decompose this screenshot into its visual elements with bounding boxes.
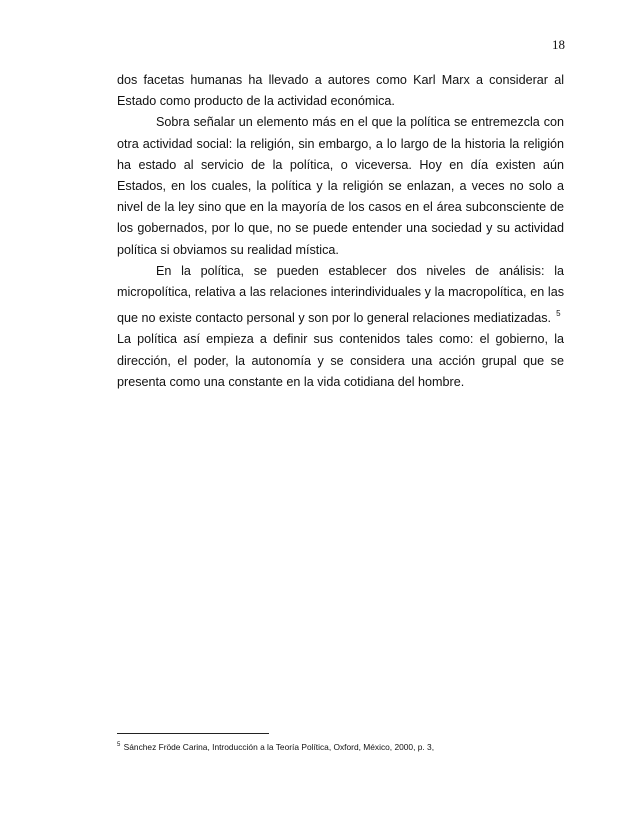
body-text — [117, 70, 564, 393]
footnote-divider — [117, 733, 269, 734]
footnote-marker: 5 — [117, 742, 121, 749]
footnote — [117, 742, 577, 752]
paragraph-3 — [117, 261, 564, 330]
paragraph-1: dos facetas humanas ha llevado a autores como Karl Marx a considerar al Estado como producto de la actividad económica. — [117, 73, 564, 109]
paragraph-4: La política así empieza a definir sus contenidos tales como: el gobierno, la dirección, el poder, la autonomía y se considera una acción grupal que se presenta como una constante en la vida cotidiana del hombre. — [117, 332, 564, 389]
page-number: 18 — [552, 37, 565, 52]
paragraph-3-text: En la política, se pueden establecer dos niveles de análisis: la micropolítica, relativa a las relaciones interindividuales y la macropolítica, en las que no existe contacto personal y son por lo general relaciones mediatizadas. — [117, 263, 564, 326]
paragraph-2: Sobra señalar un elemento más en el que la política se entremezcla con otra actividad social: la religión, sin embargo, a lo largo de la historia la religión ha estado al servicio de la política, o viceversa. Hoy en día existen aún Estados, en los cuales, la política y la religión se enlazan, a veces no solo a nivel de la ley sino que en la mayoría de los casos en el área subconsciente de los gobernados, por lo que, no se puede entender una sociedad y su actividad política si obviamos su realidad mística. — [117, 115, 564, 257]
footnote-reference: 5 — [556, 309, 561, 319]
footnote-text: Sánchez Fröde Carina, Introducción a la Teoría Política, Oxford, México, 2000, p. 3, — [123, 742, 435, 752]
